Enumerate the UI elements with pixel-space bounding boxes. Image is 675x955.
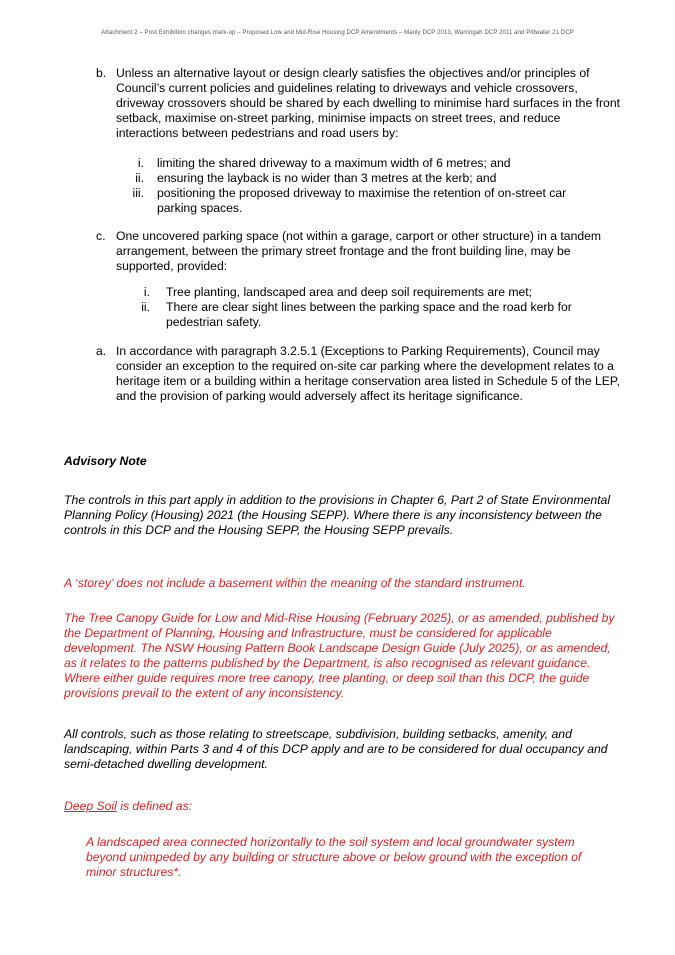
sublist-text: Tree planting, landscaped area and deep soil requirements are met; bbox=[166, 285, 533, 299]
sublist-marker: ii. bbox=[135, 171, 144, 185]
list-item-a bbox=[64, 344, 624, 404]
sublist-marker: iii. bbox=[132, 186, 144, 200]
sublist-item bbox=[64, 300, 624, 330]
deep-soil-intro bbox=[64, 799, 624, 814]
list-item-text: One uncovered parking space (not within a garage, carport or other structure) in a tandem arrangement, between the primary street frontage and the front building line, may be supported, provided: bbox=[116, 229, 602, 273]
sublist-text: There are clear sight lines between the parking space and the road kerb for pedestrian safety. bbox=[166, 300, 572, 329]
page-header: Attachment 2 – Post Exhibition changes mark-up – Proposed Low and Mid-Rise Housing DCP Amendments – Manly DCP 2013, Warringah DCP 2011 and Pittwater 21 DCP bbox=[101, 30, 574, 36]
sublist-text: ensuring the layback is no wider than 3 metres at the kerb; and bbox=[157, 171, 497, 185]
advisory-heading: Advisory Note bbox=[64, 454, 147, 468]
list-item-c bbox=[64, 229, 624, 274]
sublist-c bbox=[64, 285, 624, 330]
sublist-item bbox=[64, 156, 624, 171]
advisory-paragraph-controls: All controls, such as those relating to streetscape, subdivision, building setbacks, amenity, and landscaping, within Parts 3 and 4 of this DCP apply and are to be considered for dual occupancy and semi-detached dwelling development. bbox=[64, 727, 608, 771]
sublist-text: limiting the shared driveway to a maximum width of 6 metres; and bbox=[157, 156, 511, 170]
list-marker: c. bbox=[96, 229, 106, 243]
list-marker: a. bbox=[96, 344, 107, 358]
sublist-item bbox=[64, 186, 624, 216]
list-item-text: In accordance with paragraph 3.2.5.1 (Exceptions to Parking Requirements), Council may consider an exception to the required on-site car parking where the development relates to a heritage item or a building within a heritage conservation area listed in Schedule 5 of the LEP, and the provision of parking would adversely affect its heritage significance. bbox=[116, 344, 620, 403]
advisory-paragraph: The controls in this part apply in addition to the provisions in Chapter 6, Part 2 of State Environmental Planning Policy (Housing) 2021 (the Housing SEPP). Where there is any inconsistency between the controls in this DCP and the Housing SEPP, the Housing SEPP prevails. bbox=[64, 493, 611, 537]
sublist-marker: ii. bbox=[141, 300, 150, 314]
sublist-text: positioning the proposed driveway to maximise the retention of on-street car parking spaces. bbox=[157, 186, 567, 215]
deep-soil-intro-text: is defined as: bbox=[116, 799, 193, 813]
sublist-marker: i. bbox=[137, 156, 144, 170]
markup-paragraph-storey: A ‘storey’ does not include a basement within the meaning of the standard instrument. bbox=[64, 576, 526, 590]
deep-soil-term: Deep Soil bbox=[64, 799, 117, 813]
list-item-text: Unless an alternative layout or design clearly satisfies the objectives and/or principles of Council’s current policies and guidelines relating to driveways and vehicle crossovers, driveway crossovers should be shared by each dwelling to minimise hard surfaces in the front setback, maximise on-street parking, minimise impacts on street trees, and reduce interactions between pedestrians and road users by: bbox=[116, 66, 620, 140]
markup-paragraph-tree-canopy: The Tree Canopy Guide for Low and Mid-Rise Housing (February 2025), or as amended, published by the Department of Planning, Housing and Infrastructure, must be considered for applicable development. The NSW Housing Pattern Book Landscape Design Guide (July 2025), or as amended, as it relates to the patterns published by the Department, is also recognised as relevant guidance. Where either guide requires more tree canopy, tree planting, or deep soil than this DCP, the guide provisions prevail to the extent of any inconsistency. bbox=[64, 611, 615, 700]
sublist-item bbox=[64, 285, 624, 300]
list-marker: b. bbox=[96, 66, 107, 80]
sublist-marker: i. bbox=[143, 285, 150, 299]
deep-soil-definition: A landscaped area connected horizontally to the soil system and local groundwater system beyond unimpeded by any building or structure above or below ground with the exception of minor structures*. bbox=[86, 835, 582, 879]
sublist-item bbox=[64, 171, 624, 186]
list-item-b bbox=[64, 66, 624, 141]
sublist-b bbox=[64, 156, 624, 216]
